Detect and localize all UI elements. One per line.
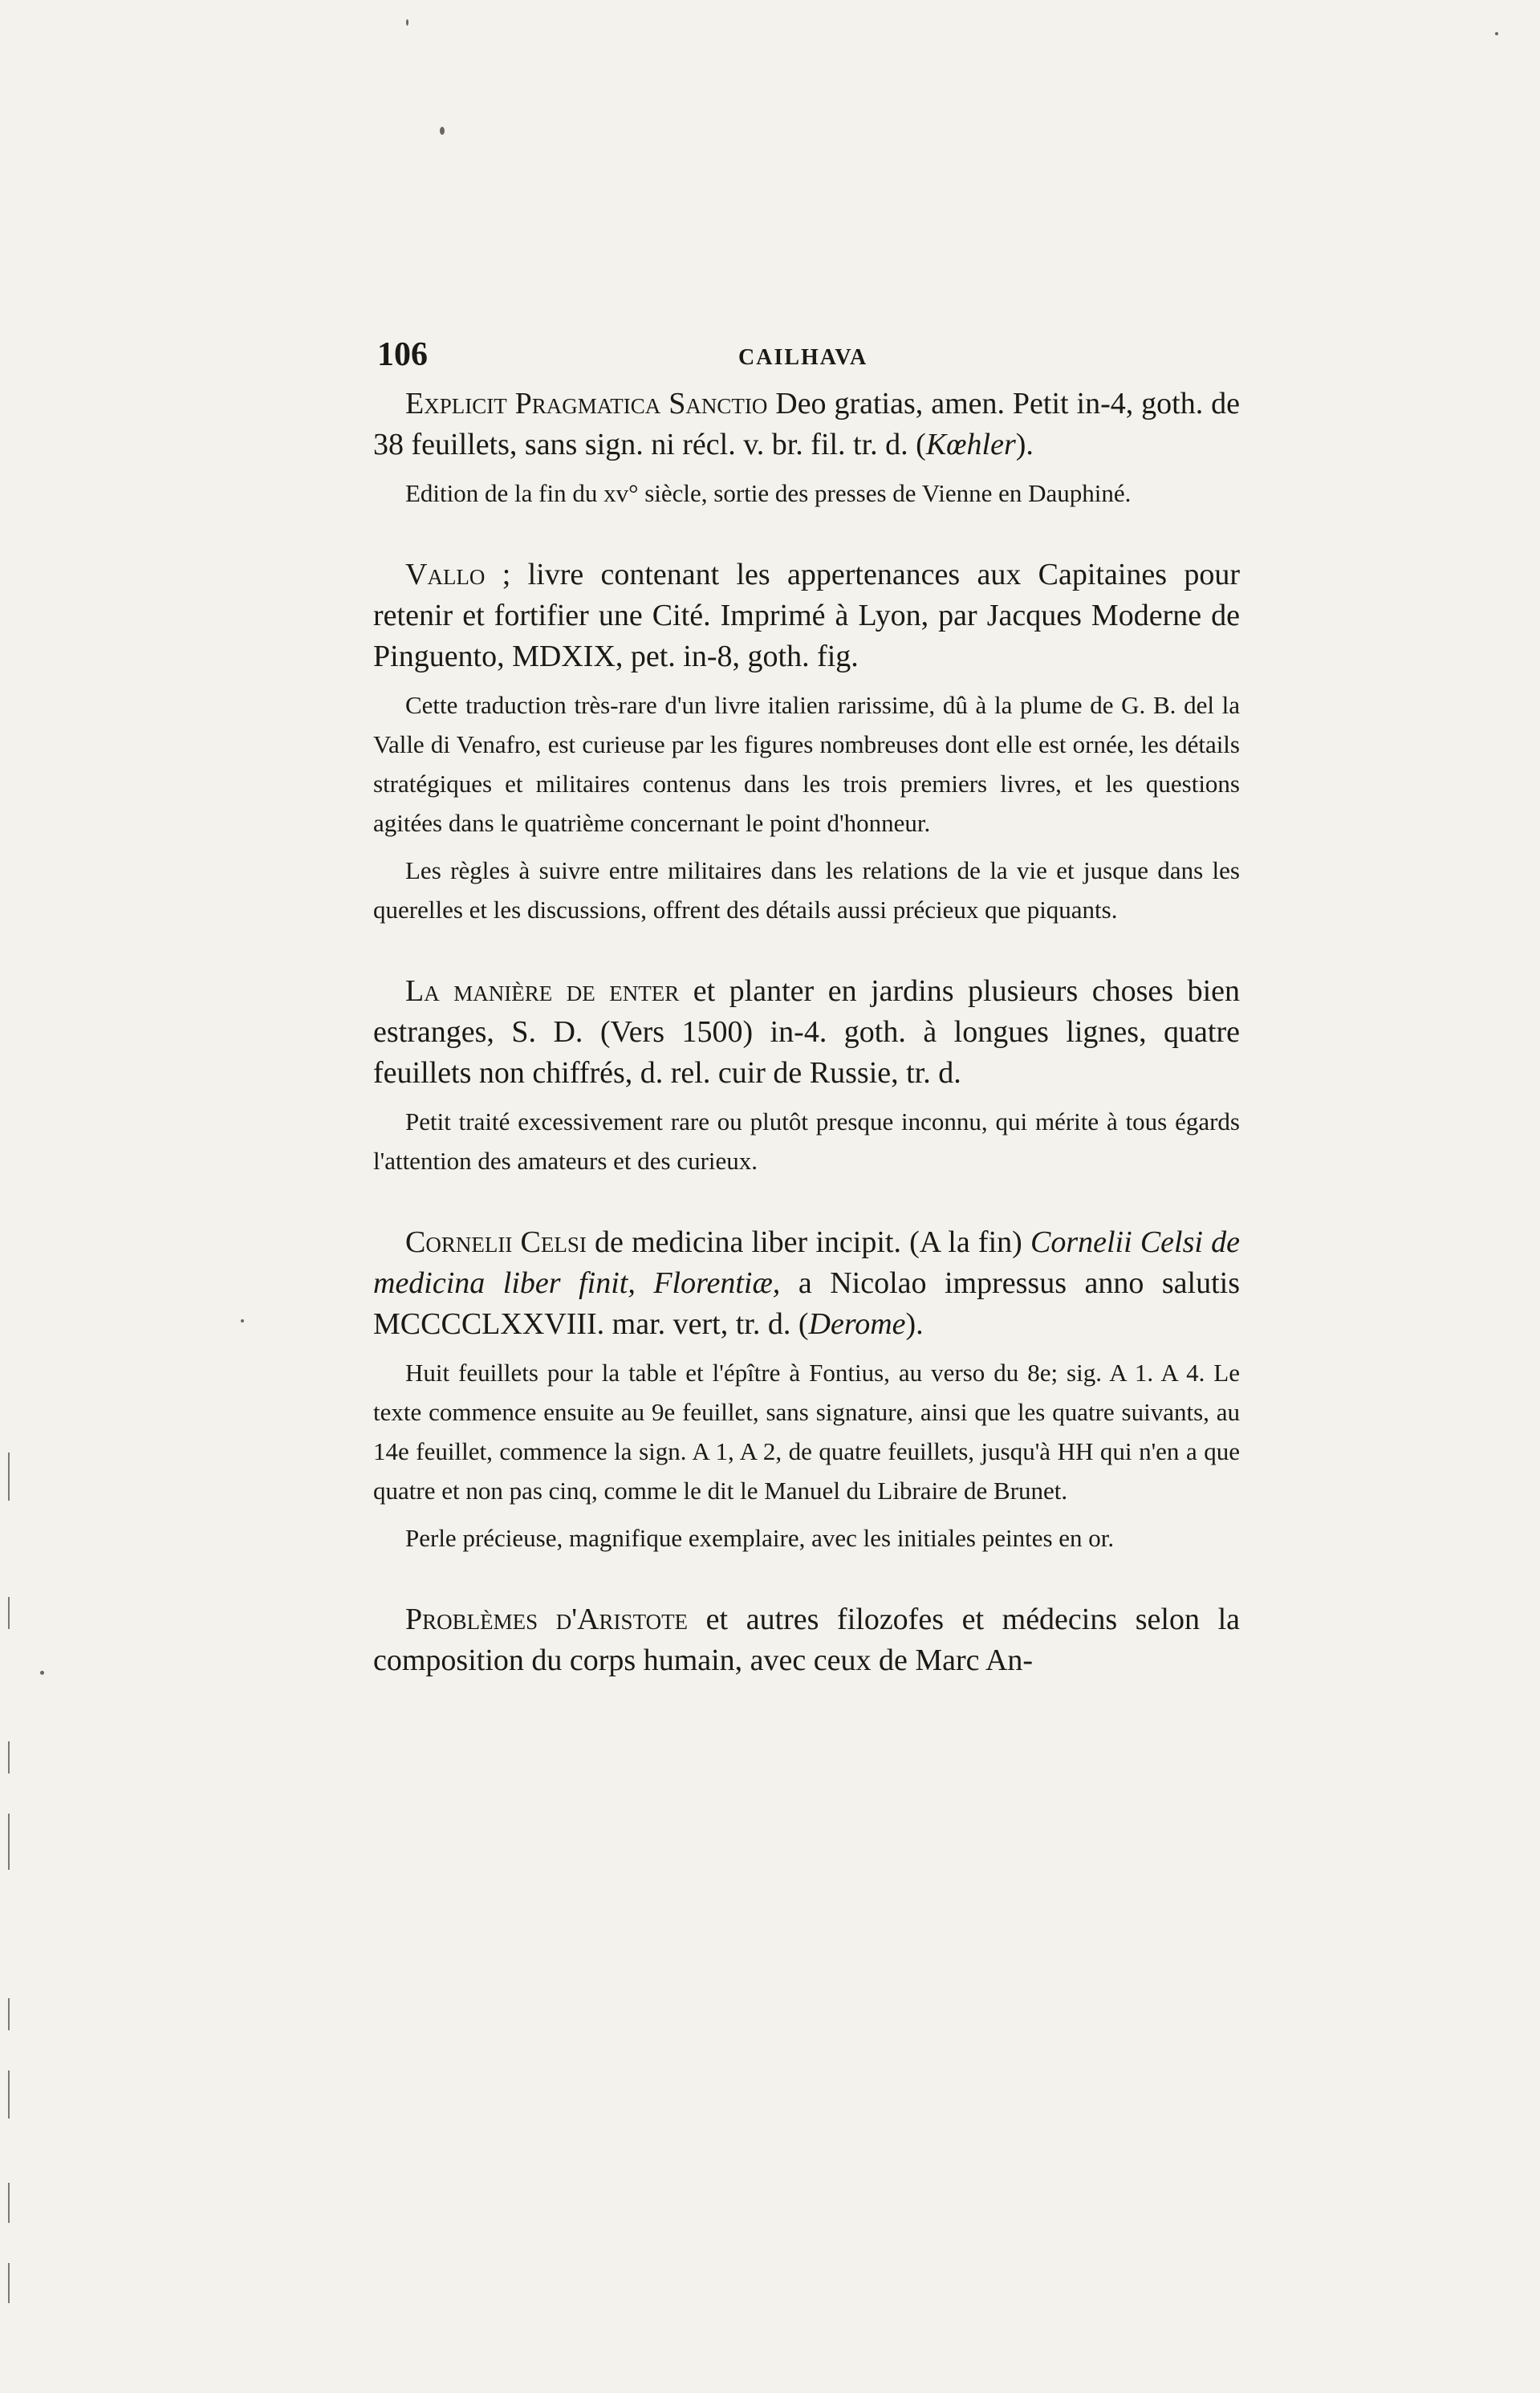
entry-note: Cette traduction très-rare d'un livre italien rarissime, dû à la plume de G. B. del la Valle di Venafro, est curieuse par les figures nombreuses dont elle est ornée, les détails stratégiques et militaires contenus dans les trois premiers livres, et les questions agitées dans le quatrième concernant le point d'honneur. xyxy=(373,691,1240,837)
entry-note: Les règles à suivre entre militaires dans les relations de la vie et jusque dans les querelles et les discussions, offrent des détails aussi précieux que piquants. xyxy=(373,856,1240,924)
catalog-entry xyxy=(373,1222,1240,1558)
catalog-entry xyxy=(373,555,1240,929)
running-head: CAILHAVA xyxy=(738,345,868,370)
catalog-entry xyxy=(373,971,1240,1180)
margin-mark xyxy=(8,1741,10,1773)
entry-title: La manière de enter et planter en jardins plusieurs choses bien estranges, S. D. (Vers 1500) in-4. goth. à longues lignes, quatre feuillets non chiffrés, d. rel. cuir de Russie, tr. d. xyxy=(373,974,1240,1090)
margin-mark xyxy=(8,2183,10,2223)
scan-speck xyxy=(40,1671,44,1675)
entry-title: Cornelii Celsi de medicina liber incipit. (A la fin) Cornelii Celsi de medicina liber finit, Florentiæ, a Nicolao impressus anno salutis MCCCCLXXVIII. mar. vert, tr. d. (Derome). xyxy=(373,1225,1241,1341)
page-number: 106 xyxy=(377,336,428,373)
margin-mark xyxy=(8,1452,10,1501)
page-body xyxy=(373,384,1240,1723)
entry-title: Vallo ; livre contenant les appertenances aux Capitaines pour retenir et fortifier une Cité. Imprimé à Lyon, par Jacques Moderne de Pinguento, MDXIX, pet. in-8, goth. fig. xyxy=(373,558,1240,673)
entry-title: Explicit Pragmatica Sanctio Deo gratias, amen. Petit in-4, goth. de 38 feuillets, sans sign. ni récl. v. br. fil. tr. d. (Kœhler). xyxy=(373,387,1240,461)
scan-speck xyxy=(406,19,408,26)
catalog-entry xyxy=(373,1599,1240,1681)
entry-note: Petit traité excessivement rare ou plutôt presque inconnu, qui mérite à tous égards l'attention des amateurs et des curieux. xyxy=(373,1107,1240,1175)
margin-mark xyxy=(8,1597,10,1629)
entry-note: Edition de la fin du xv° siècle, sortie des presses de Vienne en Dauphiné. xyxy=(405,479,1132,507)
scan-speck xyxy=(241,1319,244,1322)
scan-speck xyxy=(1495,32,1498,35)
margin-mark xyxy=(8,1998,10,2030)
scan-speck xyxy=(440,127,445,135)
catalog-entry xyxy=(373,384,1240,513)
margin-mark xyxy=(8,1814,10,1870)
margin-mark xyxy=(8,2070,10,2119)
entry-title: Problèmes d'Aristote et autres filozofes et médecins selon la composition du corps humain, avec ceux de Marc An- xyxy=(373,1603,1240,1677)
entry-note: Perle précieuse, magnifique exemplaire, avec les initiales peintes en or. xyxy=(405,1524,1115,1552)
entry-note: Huit feuillets pour la table et l'épître à Fontius, au verso du 8e; sig. A 1. A 4. Le texte commence ensuite au 9e feuillet, sans signature, ainsi que les quatre suivants, au 14e feuillet, commence la sign. A 1, A 2, de quatre feuillets, jusqu'à HH qui n'en a que quatre et non pas cinq, comme le dit le Manuel du Libraire de Brunet. xyxy=(373,1359,1240,1505)
margin-mark xyxy=(8,2263,10,2303)
page-header xyxy=(377,335,1252,384)
